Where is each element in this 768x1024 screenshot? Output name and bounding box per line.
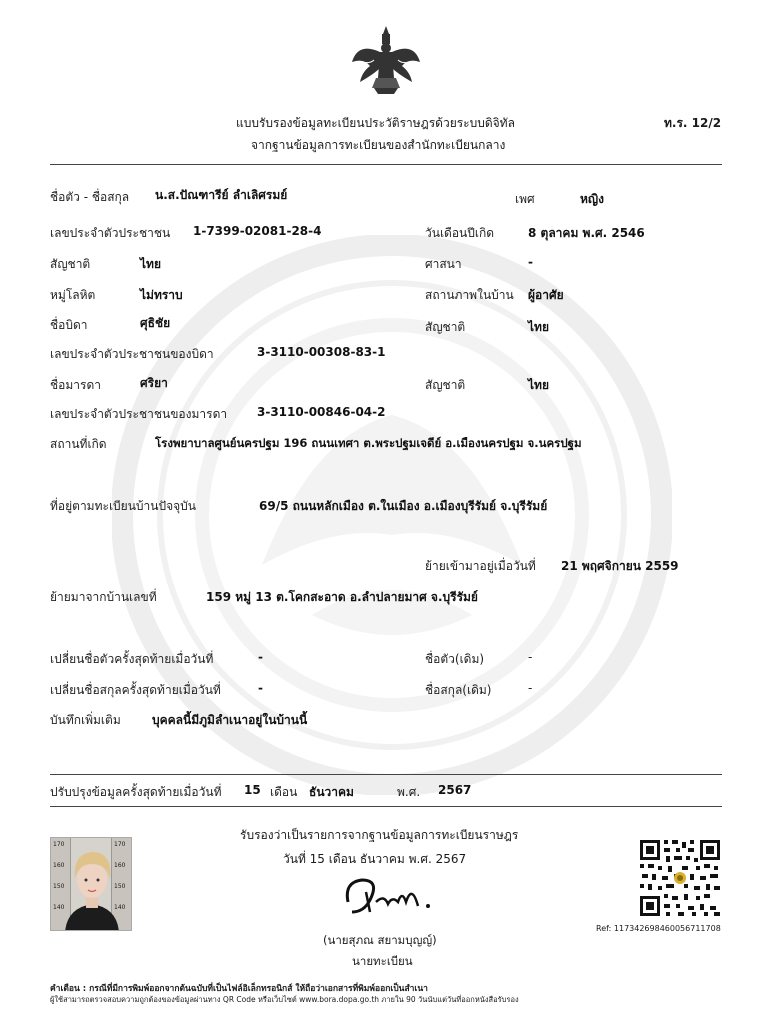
updated-day: 15 [244, 783, 261, 797]
father-name-label: ชื่อบิดา [50, 318, 88, 332]
address-value: 69/5 ถนนหลักเมือง ต.ในเมือง อ.เมืองบุรีรัมย์ จ.บุรีรัมย์ [259, 499, 548, 513]
certify-date: วันที่ 15 เดือน ธันวาคม พ.ศ. 2567 [283, 852, 467, 866]
birthplace-value: โรงพยาบาลศูนย์นครปฐม 196 ถนนเทศา ต.พระปฐมเจดีย์ อ.เมืองนครปฐม จ.นครปฐม [155, 436, 582, 450]
father-id-value: 3-3110-00308-83-1 [257, 345, 386, 359]
mother-id-label: เลขประจำตัวประชาชนของมารดา [50, 407, 228, 421]
nationality-label: สัญชาติ [50, 257, 91, 271]
address-label: ที่อยู่ตามทะเบียนบ้านปัจจุบัน [50, 499, 196, 513]
status-value: ผู้อาศัย [528, 288, 564, 302]
ruler-mark: 170 [114, 841, 126, 848]
blood-value: ไม่ทราบ [140, 288, 183, 302]
old-firstname-label: ชื่อตัว(เดิม) [425, 652, 485, 666]
movein-label: ย้ายเข้ามาอยู่เมื่อวันที่ [425, 559, 536, 573]
old-firstname-value: - [528, 650, 533, 664]
updated-month-label: เดือน [270, 785, 298, 799]
registrar-name: (นายสุภณ สยามบุญญ์) [323, 933, 437, 947]
footer-warning: คำเตือน : กรณีที่มีการพิมพ์ออกจากต้นฉบับที่เป็นไฟล์อิเล็กทรอนิกส์ ให้ถือว่าเอกสารที่พิมพ์ออกเป็นสำเนา [50, 984, 428, 994]
document-subtitle: จากฐานข้อมูลการทะเบียนของสำนักทะเบียนกลาง [251, 138, 506, 152]
id-value: 1-7399-02081-28-4 [193, 224, 322, 238]
movefrom-value: 159 หมู่ 13 ต.โคกสะอาด อ.ลำปลายมาศ จ.บุรีรัมย์ [206, 590, 478, 604]
mother-nationality-label: สัญชาติ [425, 378, 466, 392]
ruler-mark: 140 [114, 904, 126, 911]
dob-value: 8 ตุลาคม พ.ศ. 2546 [528, 226, 645, 240]
updated-divider-top [50, 774, 722, 775]
registrar-title: นายทะเบียน [352, 954, 413, 968]
sex-value: หญิง [580, 192, 604, 206]
sex-label: เพศ [515, 192, 535, 206]
ruler-mark: 140 [53, 904, 65, 911]
updated-divider-bottom [50, 806, 722, 807]
garuda-emblem-icon [348, 22, 424, 98]
note-label: บันทึกเพิ่มเติม [50, 713, 121, 727]
ruler-mark: 160 [53, 862, 65, 869]
updated-label: ปรับปรุงข้อมูลครั้งสุดท้ายเมื่อวันที่ [50, 785, 222, 799]
header-divider [50, 164, 722, 165]
reference-number: Ref: 117342698460056711708 [596, 924, 721, 933]
ruler-mark: 160 [114, 862, 126, 869]
qr-code-icon[interactable] [638, 838, 722, 918]
dob-label: วันเดือนปีเกิด [425, 226, 495, 240]
firstname-change-label: เปลี่ยนชื่อตัวครั้งสุดท้ายเมื่อวันที่ [50, 652, 214, 666]
name-label: ชื่อตัว - ชื่อสกุล [50, 190, 130, 204]
name-value: น.ส.ปัณฑารีย์ ลำเลิศรมย์ [155, 188, 288, 202]
religion-value: - [528, 255, 533, 269]
ruler-mark: 150 [53, 883, 65, 890]
birthplace-label: สถานที่เกิด [50, 437, 107, 451]
mother-name-value: ศริยา [140, 376, 168, 390]
old-surname-label: ชื่อสกุล(เดิม) [425, 683, 492, 697]
registrar-signature-icon [340, 872, 440, 922]
updated-year: 2567 [438, 783, 472, 797]
mother-nationality-value: ไทย [528, 378, 549, 392]
movefrom-label: ย้ายมาจากบ้านเลขที่ [50, 590, 157, 604]
mother-id-value: 3-3110-00846-04-2 [257, 405, 386, 419]
father-name-value: ศุธิชัย [140, 316, 171, 330]
note-value: บุคคลนี้มีภูมิลำเนาอยู่ในบ้านนี้ [152, 713, 308, 727]
updated-month: ธันวาคม [309, 785, 354, 799]
id-label: เลขประจำตัวประชาชน [50, 226, 171, 240]
person-photo [50, 837, 132, 931]
updated-year-label: พ.ศ. [397, 785, 421, 799]
ruler-mark: 150 [114, 883, 126, 890]
document-title: แบบรับรองข้อมูลทะเบียนประวัติราษฎรด้วยระบบดิจิทัล [236, 116, 515, 130]
father-nationality-label: สัญชาติ [425, 320, 466, 334]
firstname-change-value: - [258, 650, 263, 664]
surname-change-value: - [258, 681, 263, 695]
form-code: ท.ร. 12/2 [664, 116, 722, 130]
surname-change-label: เปลี่ยนชื่อสกุลครั้งสุดท้ายเมื่อวันที่ [50, 683, 221, 697]
portrait-icon [51, 838, 132, 931]
religion-label: ศาสนา [425, 257, 462, 271]
footer-info: ผู้ใช้สามารถตรวจสอบความถูกต้องของข้อมูลผ่านทาง QR Code หรือเว็บไซต์ www.bora.dopa.go.th ภายใน 90 วันนับแต่วันที่ออกหนังสือรับรอง [50, 995, 519, 1004]
nationality-value: ไทย [140, 257, 161, 271]
old-surname-value: - [528, 681, 533, 695]
blood-label: หมู่โลหิต [50, 288, 96, 302]
ruler-mark: 170 [53, 841, 65, 848]
father-nationality-value: ไทย [528, 320, 549, 334]
movein-value: 21 พฤศจิกายน 2559 [561, 559, 679, 573]
father-id-label: เลขประจำตัวประชาชนของบิดา [50, 347, 214, 361]
certify-line: รับรองว่าเป็นรายการจากฐานข้อมูลการทะเบียนราษฎร [240, 828, 519, 842]
mother-name-label: ชื่อมารดา [50, 378, 101, 392]
status-label: สถานภาพในบ้าน [425, 288, 514, 302]
